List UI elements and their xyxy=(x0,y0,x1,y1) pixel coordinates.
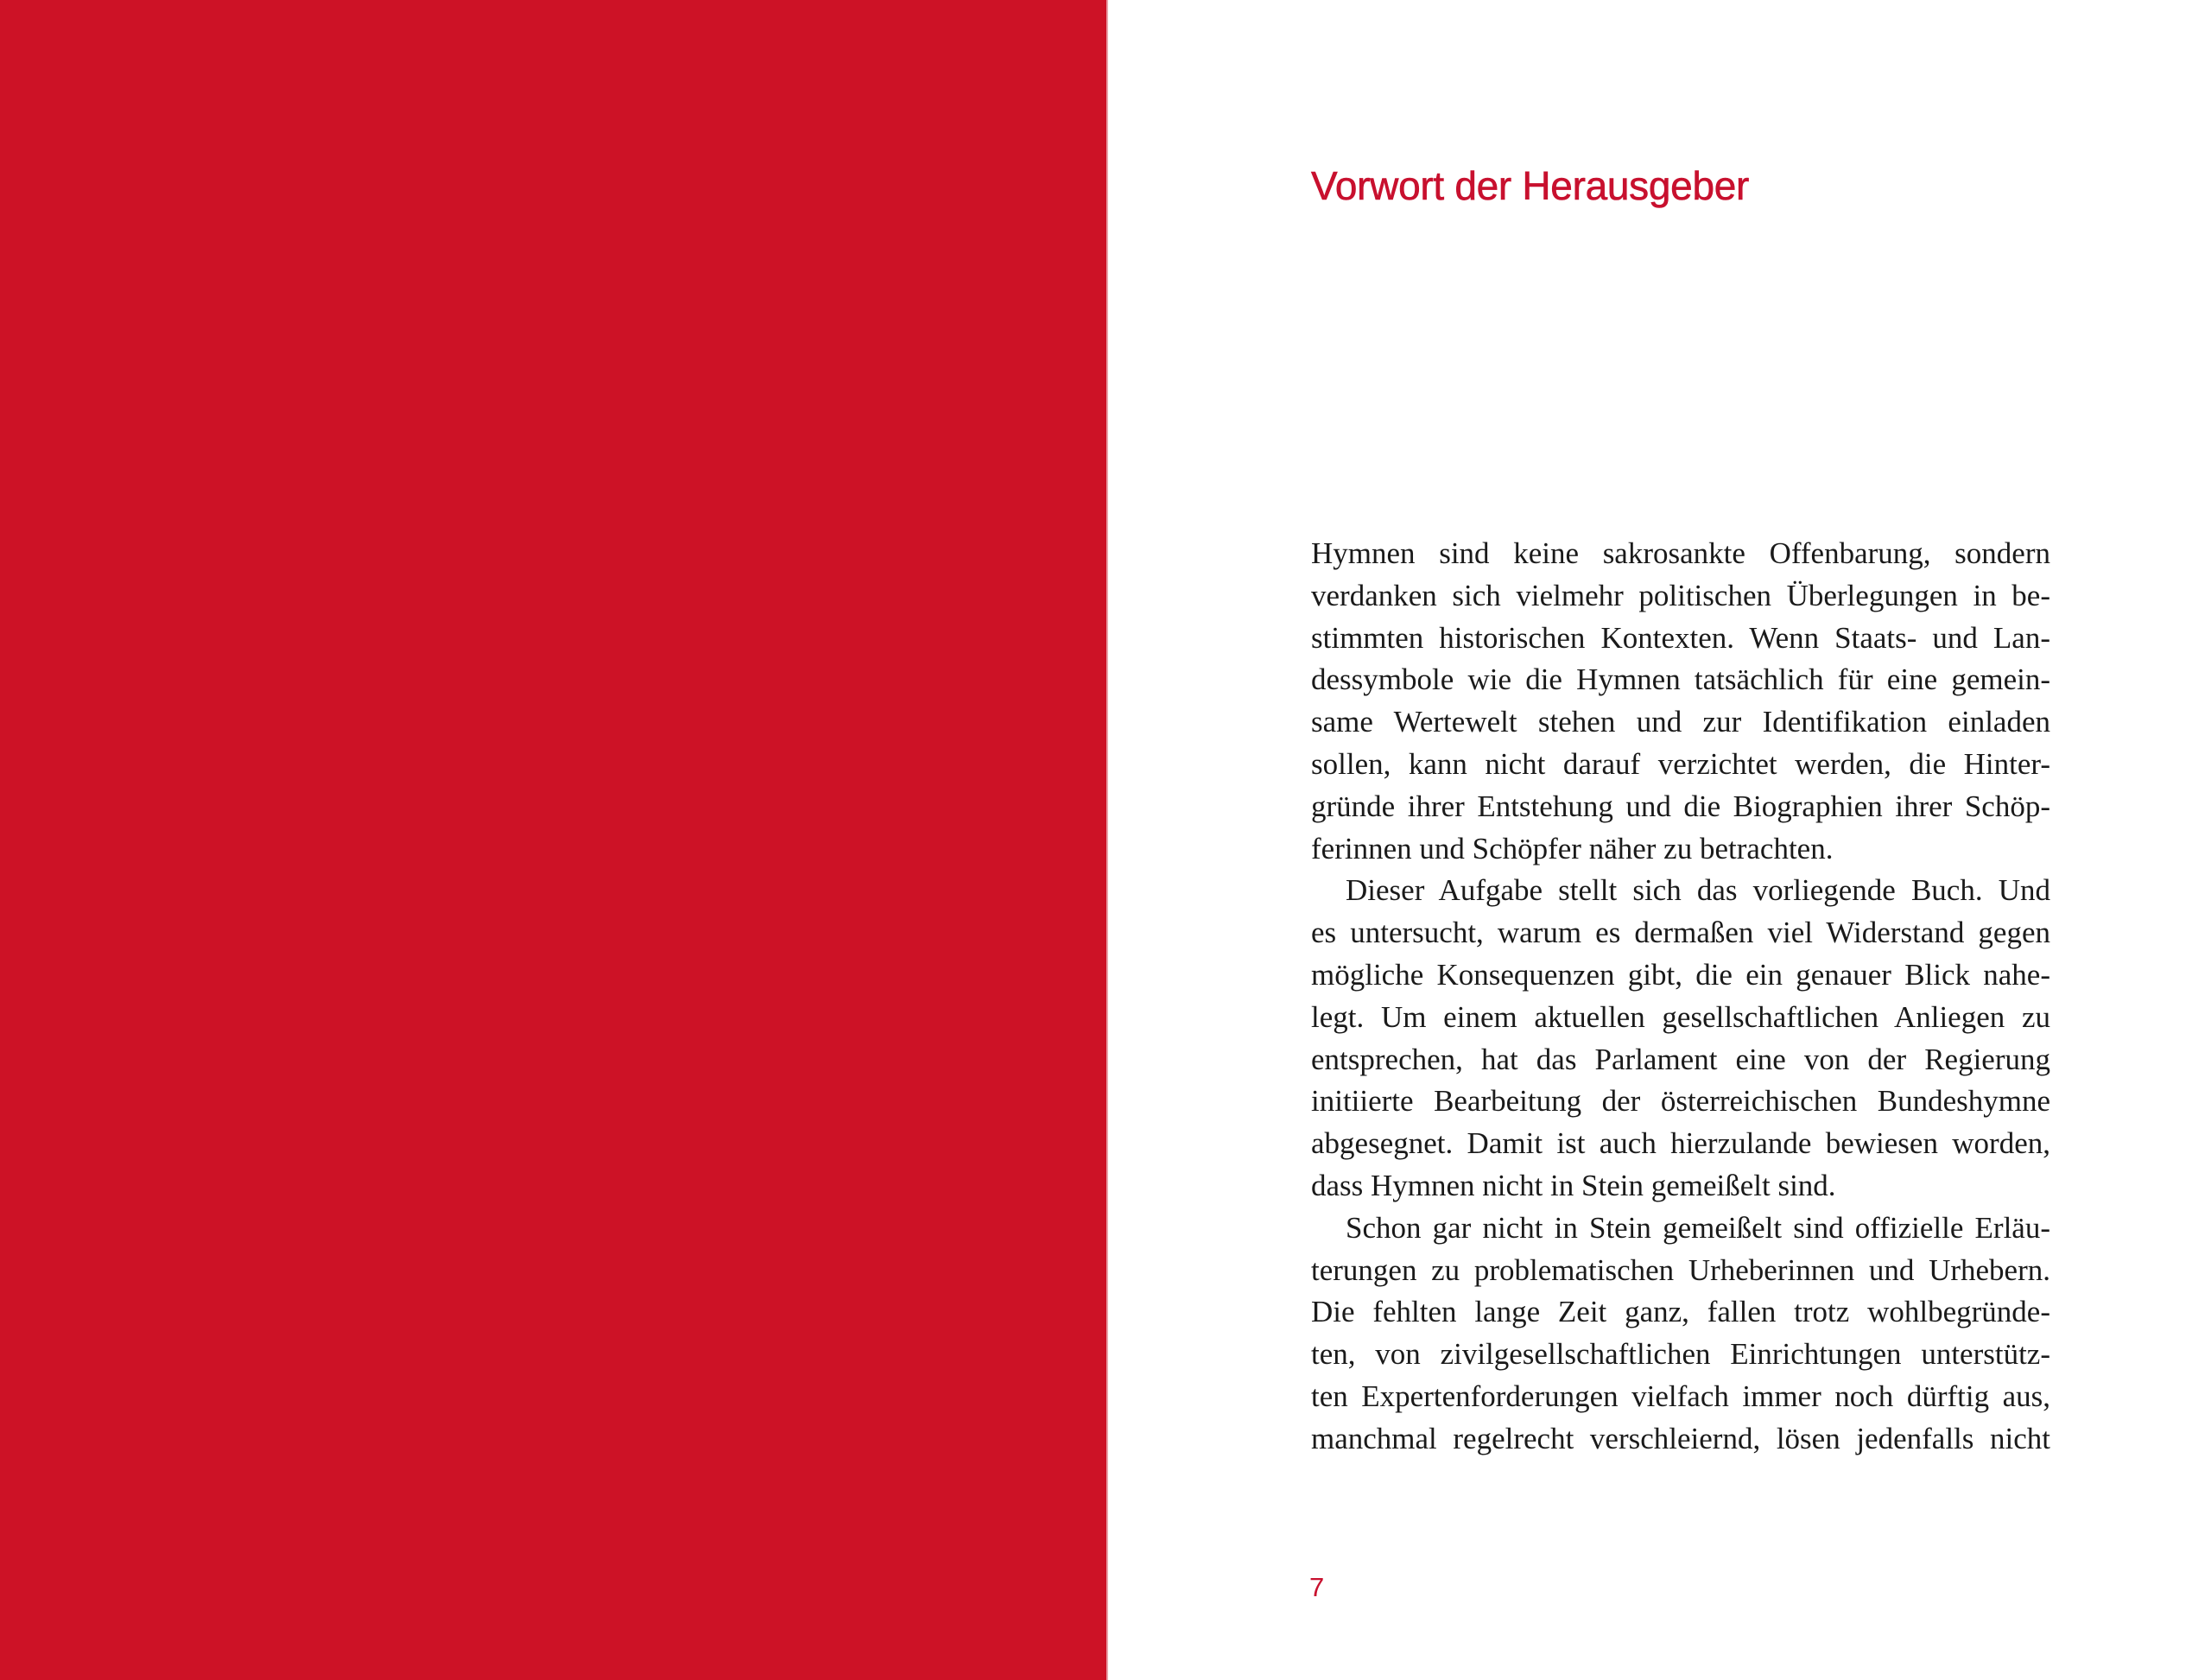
page-number: 7 xyxy=(1309,1572,1325,1602)
text-line: gründe ihrer Entstehung und die Biographien ihrer Schöp- xyxy=(1311,789,2050,823)
paragraph xyxy=(1311,533,2050,870)
paragraph xyxy=(1311,870,2050,1207)
text-line: same Wertewelt stehen und zur Identifikation einladen xyxy=(1311,705,2050,739)
text-line: dass Hymnen nicht in Stein gemeißelt sind. xyxy=(1311,1168,1836,1202)
text-line: verdanken sich vielmehr politischen Überlegungen in be- xyxy=(1311,578,2050,612)
text-line: legt. Um einem aktuellen gesellschaftlichen Anliegen zu xyxy=(1311,999,2050,1034)
text-line: manchmal regelrecht verschleiernd, lösen jedenfalls nicht xyxy=(1311,1421,2050,1455)
text-line: mögliche Konsequenzen gibt, die ein genauer Blick nahe- xyxy=(1311,957,2050,992)
text-line: dessymbole wie die Hymnen tatsächlich für eine gemein- xyxy=(1311,662,2050,697)
chapter-heading: Vorwort der Herausgeber xyxy=(1311,163,1750,208)
text-line: initiierte Bearbeitung der österreichischen Bundeshymne xyxy=(1311,1084,2050,1119)
body-text xyxy=(1311,533,2050,1461)
text-line: ten Expertenforderungen vielfach immer noch dürftig aus, xyxy=(1311,1379,2050,1413)
text-line: stimmten historischen Kontexten. Wenn Staats- und Lan- xyxy=(1311,620,2050,655)
text-line: terungen zu problematischen Urheberinnen und Urhebern. xyxy=(1311,1252,2050,1287)
text-line: es untersucht, warum es dermaßen viel Widerstand gegen xyxy=(1311,916,2050,950)
text-line: sollen, kann nicht darauf verzichtet werden, die Hinter- xyxy=(1311,746,2050,781)
text-line: Die fehlten lange Zeit ganz, fallen trotz wohlbegründe- xyxy=(1311,1295,2050,1329)
text-line: abgesegnet. Damit ist auch hierzulande bewiesen worden, xyxy=(1311,1126,2050,1161)
text-line: entsprechen, hat das Parlament eine von der Regierung xyxy=(1311,1042,2050,1076)
text-line: Schon gar nicht in Stein gemeißelt sind offizielle Erläu- xyxy=(1346,1210,2050,1245)
text-line: Hymnen sind keine sakrosankte Offenbarung, sondern xyxy=(1311,536,2050,570)
right-page xyxy=(1108,0,2211,1680)
text-line: ferinnen und Schöpfer näher zu betrachten. xyxy=(1311,831,1834,865)
text-line: Dieser Aufgabe stellt sich das vorliegende Buch. Und xyxy=(1346,873,2050,908)
paragraph xyxy=(1311,1208,2050,1461)
text-line: ten, von zivilgesellschaftlichen Einrichtungen unterstütz- xyxy=(1311,1337,2050,1372)
